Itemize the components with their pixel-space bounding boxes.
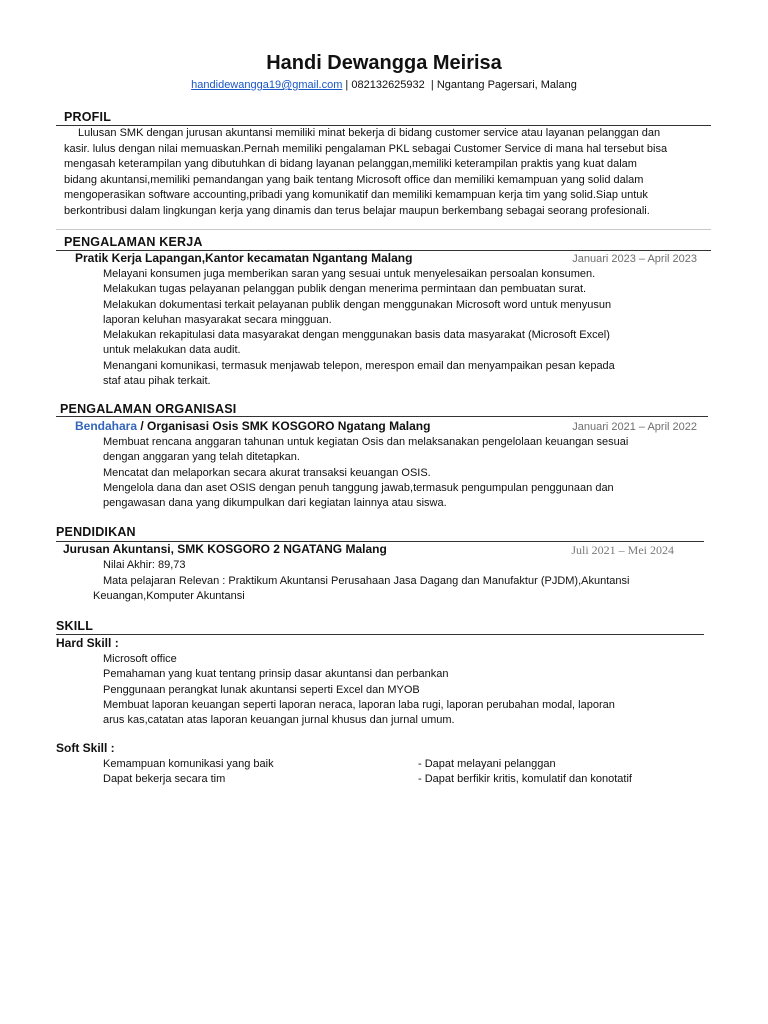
hard-skill-item: arus kas,catatan atas laporan keuangan jurnal khusus dan jurnal umum. [103, 714, 455, 727]
job-line: untuk melakukan data audit. [103, 344, 241, 357]
job-line: Melakukan tugas pelayanan pelanggan publik dengan menerima permintaan dan pembuatan surat. [103, 283, 587, 296]
school-date: Juli 2021 – Mei 2024 [571, 543, 674, 557]
section-title-pengalaman-organisasi: PENGALAMAN ORGANISASI [60, 402, 237, 416]
hard-skill-item: Membuat laporan keuangan seperti laporan neraca, laporan laba rugi, laporan perubahan modal, laporan [103, 698, 615, 711]
hard-skill-item: Pemahaman yang kuat tentang prinsip dasar akuntansi dan perbankan [103, 668, 449, 681]
relevant-subjects [93, 574, 703, 605]
job-date: Januari 2023 – April 2023 [572, 253, 697, 265]
soft-skill-item: - Dapat berfikir kritis, komulatif dan konotatif [418, 773, 632, 786]
profil-line: berkontribusi dalam lingkungan kerja yang dinamis dan terus belajar maupun berkembang sebagai seorang profesionali. [64, 204, 650, 217]
contact-separator: | [342, 79, 352, 91]
job-line: Menangani komunikasi, termasuk menjawab telepon, merespon email dan menyampaikan pesan kepada [103, 359, 615, 372]
job-line: Melakukan dokumentasi terkait pelayanan publik dengan menggunakan Microsoft word untuk menyusun [103, 298, 612, 311]
job-line: staf atau pihak terkait. [103, 375, 211, 388]
org-line: dengan anggaran yang telah ditetapkan. [103, 451, 300, 464]
section-divider [56, 416, 708, 417]
section-title-profil: PROFIL [64, 110, 112, 124]
section-title-pendidikan: PENDIDIKAN [56, 525, 136, 539]
candidate-name: Handi Dewangga Meirisa [266, 52, 502, 74]
hard-skill-list [103, 652, 703, 728]
hard-skill-title: Hard Skill : [56, 636, 119, 650]
job-line: Melakukan rekapitulasi data masyarakat dengan menggunakan basis data masyarakat (Microsoft Excel) [103, 329, 610, 342]
org-line: pengawasan dana yang dikumpulkan dari kegiatan lainnya atau siswa. [103, 497, 447, 510]
org-line: Mengelola dana dan aset OSIS dengan penuh tanggung jawab,termasuk pengumpulan penggunaan dan [103, 481, 614, 494]
org-date: Januari 2021 – April 2022 [572, 421, 697, 433]
profil-text [64, 126, 724, 220]
org-line: Mencatat dan melaporkan secara akurat transaksi keuangan OSIS. [103, 466, 431, 479]
soft-skill-right [418, 757, 632, 788]
profil-line: mengoperasikan software accounting,pribadi yang komunikatif dan memiliki kemampuan kerja tim yang solid.Siap untuk [64, 189, 648, 202]
soft-skill-title: Soft Skill : [56, 741, 115, 755]
contact-separator: | [424, 79, 437, 91]
subjects-line: Mata pelajaran Relevan : Praktikum Akuntansi Perusahaan Jasa Dagang dan Manufaktur (PJDM),Akuntansi [103, 575, 630, 587]
org-name: / Organisasi Osis SMK KOSGORO Ngatang Malang [137, 419, 431, 433]
job-line: Melayani konsumen juga memberikan saran yang sesuai untuk menyelesaikan persoalan konsumen. [103, 268, 596, 280]
org-role: Bendahara [75, 419, 138, 433]
soft-skill-item: Kemampuan komunikasi yang baik [103, 758, 274, 770]
email-link[interactable]: handidewangga19@gmail.com [191, 79, 343, 91]
org-line: Membuat rencana anggaran tahunan untuk kegiatan Osis dan melaksanakan pengelolaan keuangan sesuai [103, 436, 629, 448]
address: Ngantang Pagersari, Malang [436, 79, 577, 91]
job-title: Pratik Kerja Lapangan,Kantor kecamatan Ngantang Malang [75, 251, 413, 265]
job-description [103, 267, 703, 389]
org-title [75, 419, 430, 433]
profil-line: bidang akuntansi,memiliki pemandangan yang baik tentang Microsoft office dan memiliki kemampuan yang solid dalam [64, 173, 644, 186]
job-line: laporan keluhan masyarakat secara mingguan. [103, 313, 332, 326]
hard-skill-item: Penggunaan perangkat lunak akuntansi seperti Excel dan MYOB [103, 683, 420, 696]
section-title-pengalaman-kerja: PENGALAMAN KERJA [64, 235, 203, 249]
school-name: Jurusan Akuntansi, SMK KOSGORO 2 NGATANG Malang [63, 542, 387, 556]
soft-skill-left [103, 757, 274, 788]
soft-skill-item: Dapat bekerja secara tim [103, 773, 226, 786]
profil-line: mengasah keterampilan yang dibutuhkan di bidang layanan pelanggan,memiliki keterampilan praktis yang kuat dalam [64, 158, 637, 171]
contact-line [0, 79, 768, 91]
section-divider [56, 229, 711, 230]
section-divider [56, 634, 704, 635]
hard-skill-item: Microsoft office [103, 653, 177, 665]
profil-line: kasir. lulus dengan nilai memuaskan.Pernah memiliki pengalaman PKL sebagai Customer Service di mana hal tersebut bisa [64, 142, 668, 155]
profil-line: Lulusan SMK dengan jurusan akuntansi memiliki minat bekerja di bidang customer service atau layanan pelanggan dan [78, 127, 661, 139]
section-title-skill: SKILL [56, 619, 94, 633]
subjects-line: Keuangan,Komputer Akuntansi [93, 590, 245, 603]
phone-number: 082132625932 [351, 79, 425, 91]
org-description [103, 435, 703, 511]
soft-skill-item: - Dapat melayani pelanggan [418, 758, 556, 770]
final-grade: Nilai Akhir: 89,73 [103, 559, 186, 571]
